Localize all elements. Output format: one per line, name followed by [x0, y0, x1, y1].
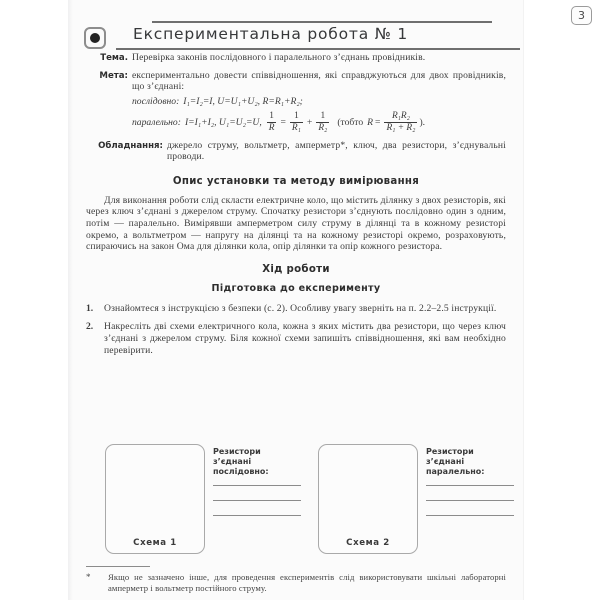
- formula-note-close: ).: [419, 116, 426, 128]
- field-topic-label: Тема.: [100, 53, 128, 63]
- list-item: [86, 321, 506, 356]
- fraction-one-over-r1-num: 1: [294, 110, 299, 121]
- list-item-number: 1.: [86, 302, 94, 314]
- fraction-one-over-r-num: 1: [269, 110, 274, 121]
- list-item-text: Накресліть дві схеми електричного кола, кожна з яких містить два резистори, що через ключ з’єднані з джерелом струму. Біля кожної схеми запишіть співвідношення, які вам необхідно перевірити.: [104, 321, 506, 356]
- scheme-area: [86, 444, 506, 562]
- field-equipment: [86, 140, 506, 163]
- fraction-one-over-r2: [316, 112, 329, 134]
- scheme-drawing-box-1[interactable]: [105, 444, 205, 554]
- fraction-one-over-r1: [290, 112, 303, 134]
- footnote-text: Якщо не зазначено інше, для проведення експериментів слід використовувати шкільні лабораторні амперметр і вольтметр постійного струму.: [108, 572, 506, 593]
- field-equipment-label: Обладнання:: [98, 140, 163, 151]
- scheme-side-1-line2: з’єднані: [213, 457, 252, 466]
- formula-plus: +: [306, 116, 313, 128]
- fraction-product-over-sum-den: R₁ + R₂: [386, 123, 416, 134]
- field-topic-text: Перевірка законів послідовного і паралельного з’єднань провідників.: [132, 52, 426, 63]
- formula-parallel-label: паралельно:: [132, 116, 181, 128]
- filled-circle-icon: [84, 27, 106, 49]
- answer-line[interactable]: [213, 485, 301, 486]
- formula-note-var: R: [367, 116, 374, 128]
- scheme-side-2: [426, 444, 518, 530]
- footnote-marker: *: [86, 572, 91, 582]
- document-body: [86, 52, 506, 356]
- field-equipment-text: джерело струму, вольтметр, амперметр*, ключ, два резистори, з’єднувальні проводи.: [167, 139, 506, 163]
- formula-note-equals: =: [375, 116, 381, 128]
- page-gutter-shadow: [68, 0, 73, 600]
- scheme-group-series: [105, 444, 305, 554]
- formula-series-text: I₁=I₂=I, U=U₁+U₂, R=R₁+R₂;: [183, 95, 303, 107]
- scheme-caption-2: Схема 2: [346, 538, 390, 548]
- list-item-text: Ознайомтеся з інструкцією з безпеки (с. 2). Особливу увагу зверніть на п. 2.2–2.5 інструкції.: [104, 302, 497, 314]
- fraction-product-over-sum-num: R₁R₂: [391, 110, 410, 121]
- header-rule-top: [152, 21, 492, 23]
- scheme-answer-lines-1[interactable]: [213, 485, 305, 516]
- field-goal: [86, 70, 506, 93]
- fraction-one-over-r1-den: R₁: [291, 123, 301, 134]
- section-heading-procedure: Хід роботи: [262, 263, 330, 275]
- answer-line[interactable]: [426, 500, 514, 501]
- section-heading-description: Опис установки та методу вимірювання: [172, 175, 420, 187]
- formula-parallel-text: I=I₁+I₂, U₁=U₂=U,: [184, 116, 262, 128]
- formula-parallel: [132, 112, 506, 134]
- field-goal-text: експериментально довести співвідношення, які справджуються для двох провідників, що з’єднані:: [132, 69, 506, 93]
- answer-line[interactable]: [213, 515, 301, 516]
- header-rule-bottom: [116, 48, 520, 50]
- formula-series-label: послідовно:: [132, 95, 180, 107]
- fraction-one-over-r2-num: 1: [320, 110, 326, 121]
- scheme-side-2-line1: Резистори: [426, 447, 474, 456]
- answer-line[interactable]: [213, 500, 301, 501]
- scheme-answer-lines-2[interactable]: [426, 485, 518, 516]
- fraction-one-over-r-den: R: [268, 123, 275, 134]
- list-item-number: 2.: [86, 321, 94, 333]
- section-heading-preparation: Підготовка до експерименту: [211, 282, 381, 294]
- filled-circle-icon-dot: [90, 33, 100, 43]
- footnote: [86, 572, 506, 593]
- scheme-side-1-line1: Резистори: [213, 447, 261, 456]
- scheme-side-2-line2: з’єднані: [426, 457, 465, 466]
- list-item: [86, 303, 506, 315]
- scheme-drawing-box-2[interactable]: [318, 444, 418, 554]
- page-number-badge: 3: [571, 6, 592, 25]
- answer-line[interactable]: [426, 485, 514, 486]
- scheme-side-1: [213, 444, 305, 530]
- scheme-group-parallel: [318, 444, 518, 554]
- formula-note-open: (тобто: [337, 116, 364, 128]
- field-topic: [86, 52, 506, 64]
- scheme-caption-1: Схема 1: [133, 538, 177, 548]
- formula-series: [132, 95, 506, 109]
- footnote-separator: [86, 566, 150, 567]
- page-title: Експериментальна робота № 1: [133, 25, 409, 43]
- formula-equals-1: =: [280, 116, 286, 128]
- scheme-side-2-line3: паралельно:: [426, 467, 485, 476]
- scheme-side-1-line3: послідовно:: [213, 467, 269, 476]
- fraction-product-over-sum: [384, 112, 417, 134]
- fraction-one-over-r: [267, 112, 277, 134]
- section-paragraph-description: Для виконання роботи слід скласти електричне коло, що містить ділянку з двох резисторів, які через ключ з’єднані з джерелом струму. Спочатку резистори з’єднують послідовно один з одним, потім — паралельно. Вимірявши амперметром силу струму в ділянці та в кожному резисторі окремо, а вольтметром — напругу на ділянці та на кожному резисторі окремо, розраховують, спираючись на закон Ома для ділянки кола, опір ділянки та опір кожного резистора.: [86, 194, 506, 253]
- answer-line[interactable]: [426, 515, 514, 516]
- field-goal-label: Мета:: [99, 70, 128, 81]
- fraction-one-over-r2-den: R₂: [318, 123, 328, 134]
